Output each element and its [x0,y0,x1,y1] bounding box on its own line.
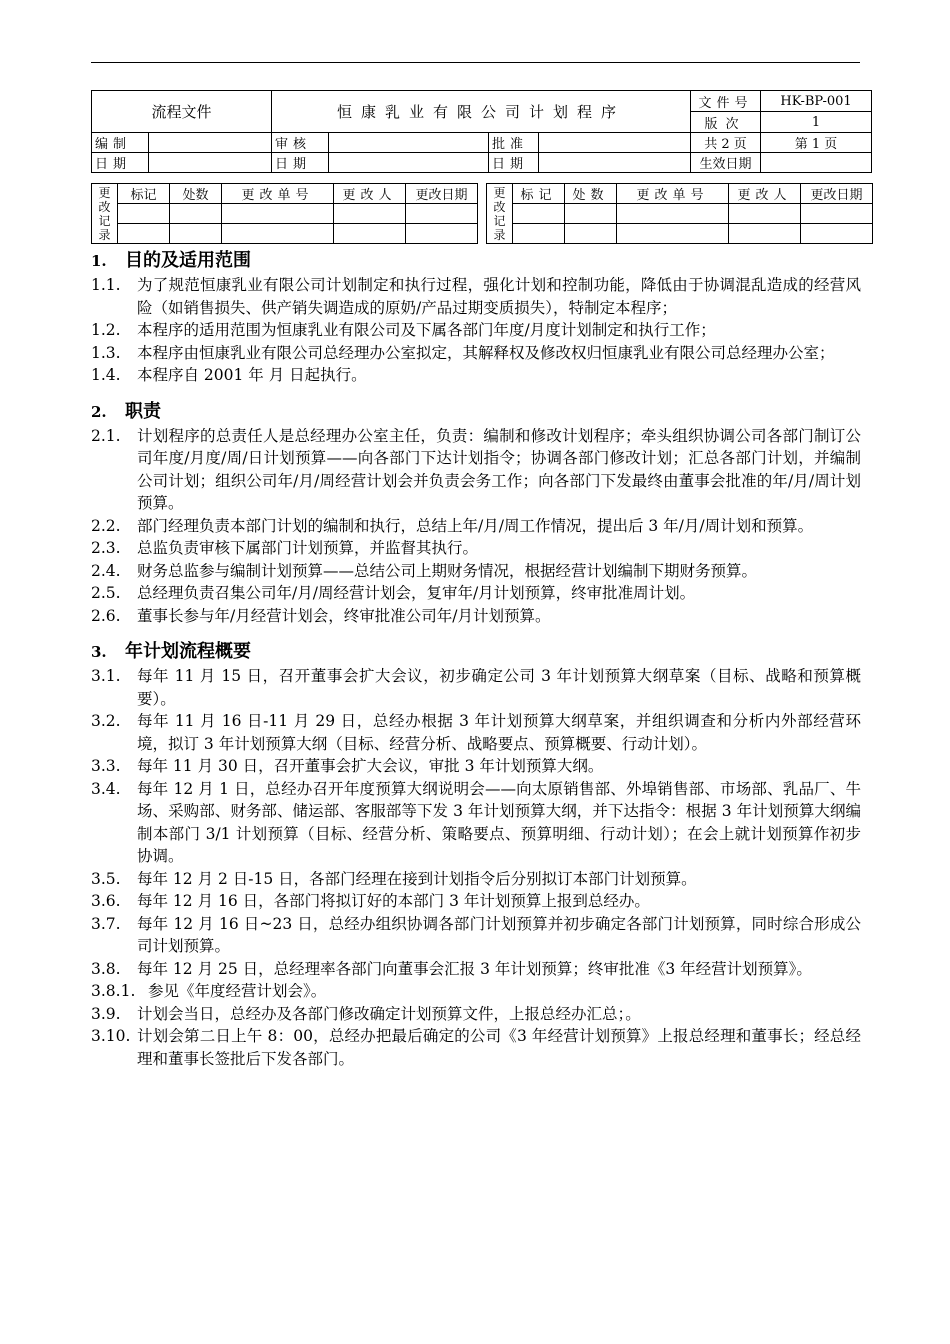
col-changer: 更改人 [334,184,406,204]
clause-item [91,582,861,605]
clause-item [91,1003,861,1026]
clause-number: 3.4. [91,779,121,798]
clause-text: 董事长参与年/月经营计划会，终审批准公司年/月计划预算。 [137,606,551,625]
col-mark-right: 标记 [513,184,565,204]
section-number: 2. [91,402,107,421]
clause-number: 1.2. [91,321,121,339]
change-log-right [486,183,873,244]
col-change-no-right: 更改单号 [617,184,729,204]
clause-text: 计划会当日，总经办及各部门修改确定计划预算文件，上报总经办汇总；。 [137,1004,641,1023]
date-value-1 [149,153,272,173]
clause-text: 本程序由恒康乳业有限公司总经理办公室拟定，其解释权及修改权归恒康乳业有限公司总经理办公室； [137,343,835,362]
clause-text: 每年 12 月 1 日，总经办召开年度预算大纲说明会——向太原销售部、外埠销售部、市场部、乳品厂、牛场、采购部、财务部、储运部、客服部等下发 3 年计划预算大纲，并下达指令：根据 3 年计划预算大纲编制本部门 3/1 计划预算（目标、经营分析、策略要点、预算明细、行动计划）；在会上就计划预算作初步协调。 [137,779,861,865]
clause-item [91,755,861,778]
date-label-1: 日期 [92,153,149,173]
effective-date-value [761,153,872,173]
clause-number: 3.7. [91,914,121,933]
section-title: 职责 [125,400,161,422]
section-heading [91,248,861,274]
clause-number: 2.3. [91,539,121,557]
change-log-side-label: 更改记录 [92,184,118,244]
clause-item [91,319,861,342]
change-log-left [91,183,478,244]
section-title: 年计划流程概要 [125,641,251,662]
clause-item [91,665,861,710]
effective-date-label: 生效日期 [691,153,761,173]
clause-number: 2.4. [91,561,121,580]
approve-label: 批准 [489,133,539,153]
col-change-date-right: 更改日期 [801,184,873,204]
clause-number: 1.1. [91,276,121,294]
clause-number: 1.4. [91,366,121,384]
clause-item [91,342,861,365]
clause-item [91,913,861,958]
clause-text: 每年 12 月 16 日~23 日，总经办组织协调各部门计划预算并初步确定各部门计划预算，同时综合形成公司计划预算。 [137,914,861,955]
version-label: 版次 [691,112,761,133]
clause-text: 财务总监参与编制计划预算——总结公司上期财务情况，根据经营计划编制下期财务预算。 [137,561,758,580]
clause-number: 3.9. [91,1004,121,1023]
col-change-date: 更改日期 [406,184,478,204]
col-changer-right: 更改人 [729,184,801,204]
file-no: HK-BP-001 [761,91,872,112]
clause-item [91,537,861,560]
clause-item [91,868,861,891]
top-rule [91,62,860,63]
col-mark: 标记 [118,184,170,204]
review-label: 审核 [272,133,329,153]
clause-number: 2.5. [91,584,121,602]
date-label-3: 日期 [489,153,539,173]
clause-text: 每年 12 月 16 日，各部门将拟订好的本部门 3 年计划预算上报到总经办。 [137,892,650,910]
clause-text: 总经理负责召集公司年/月/周经营计划会，复审年/月计划预算，终审批准周计划。 [137,584,696,602]
clause-item [91,980,861,1003]
clause-item [91,890,861,913]
clause-text: 本程序自 2001 年 月 日起执行。 [137,366,367,384]
date-value-3 [539,153,691,173]
clause-item [91,605,861,628]
col-count: 处数 [170,184,222,204]
section-heading [91,639,861,665]
clause-item [91,274,861,319]
clause-item [91,560,861,583]
clause-text: 参见《年度经营计划会》。 [148,982,327,1000]
date-value-2 [329,153,489,173]
col-change-no: 更改单号 [222,184,334,204]
company-title: 恒康乳业有限公司计划程序 [272,91,691,133]
clause-text: 部门经理负责本部门计划的编制和执行，总结上年/月/周工作情况，提出后 3 年/月/周计划和预算。 [137,516,814,535]
section-title: 目的及适用范围 [125,250,251,271]
total-pages: 共 2 页 [691,133,761,153]
clause-item [91,425,861,515]
clause-text: 为了规范恒康乳业有限公司计划制定和执行过程，强化计划和控制功能，降低由于协调混乱造成的经营风险（如销售损失、供产销失调造成的原奶/产品过期变质损失），特制定本程序； [137,276,861,317]
file-no-label: 文件号 [691,91,761,112]
document-body [91,248,861,1070]
section-number: 3. [91,643,107,661]
document-header-table [91,90,872,173]
section-heading [91,399,861,425]
col-count-right: 处数 [565,184,617,204]
date-label-2: 日期 [272,153,329,173]
clause-item [91,1025,861,1070]
clause-text: 本程序的适用范围为恒康乳业有限公司及下属各部门年度/月度计划制定和执行工作； [137,321,716,339]
edit-value [149,133,272,153]
clause-number: 3.10. [91,1027,131,1045]
clause-item [91,778,861,868]
version: 1 [761,112,872,133]
section-number: 1. [91,252,107,270]
clause-item [91,364,861,387]
clause-text: 每年 12 月 2 日-15 日，各部门经理在接到计划指令后分别拟订本部门计划预算。 [137,869,697,888]
clause-number: 2.1. [91,426,121,445]
clause-number: 2.6. [91,606,121,625]
clause-number: 3.6. [91,892,121,910]
clause-item [91,515,861,538]
clause-number: 3.5. [91,869,121,888]
clause-item [91,710,861,755]
clause-number: 3.1. [91,667,121,685]
current-page-top: 第 1 页 [761,133,872,153]
clause-text: 每年 11 月 16 日-11 月 29 日，总经办根据 3 年计划预算大纲草案，并组织调查和分析内外部经营环境，拟订 3 年计划预算大纲（目标、经营分析、战略要点、预算概要、行动计划）。 [137,712,861,753]
doc-type: 流程文件 [92,91,272,133]
change-log-side-label-right: 更改记录 [487,184,513,244]
clause-number: 3.8.1. [91,982,136,1000]
clause-text: 每年 12 月 25 日，总经理率各部门向董事会汇报 3 年计划预算；终审批准《3 年经营计划预算》。 [137,959,812,978]
clause-number: 3.3. [91,757,121,775]
clause-number: 1.3. [91,343,121,362]
clause-text: 计划会第二日上午 8：00，总经办把最后确定的公司《3 年经营计划预算》上报总经理和董事长；经总经理和董事长签批后下发各部门。 [137,1027,861,1068]
clause-text: 每年 11 月 15 日，召开董事会扩大会议，初步确定公司 3 年计划预算大纲草案（目标、战略和预算概要）。 [137,667,861,708]
clause-number: 2.2. [91,516,121,535]
clause-number: 3.2. [91,712,121,730]
review-value [329,133,489,153]
clause-item [91,958,861,981]
clause-text: 总监负责审核下属部门计划预算，并监督其执行。 [137,539,479,557]
edit-label: 编制 [92,133,149,153]
approve-value [539,133,691,153]
clause-text: 计划程序的总责任人是总经理办公室主任，负责：编制和修改计划程序；牵头组织协调公司各部门制订公司年度/月度/周/日计划预算——向各部门下达计划指令；协调各部门修改计划；汇总各部门计划，并编制公司计划；组织公司年/月/周经营计划会并负责会务工作；向各部门下发最终由董事会批准的年/月/周计划预算。 [137,426,861,512]
clause-number: 3.8. [91,959,121,978]
clause-text: 每年 11 月 30 日，召开董事会扩大会议，审批 3 年计划预算大纲。 [137,757,604,775]
